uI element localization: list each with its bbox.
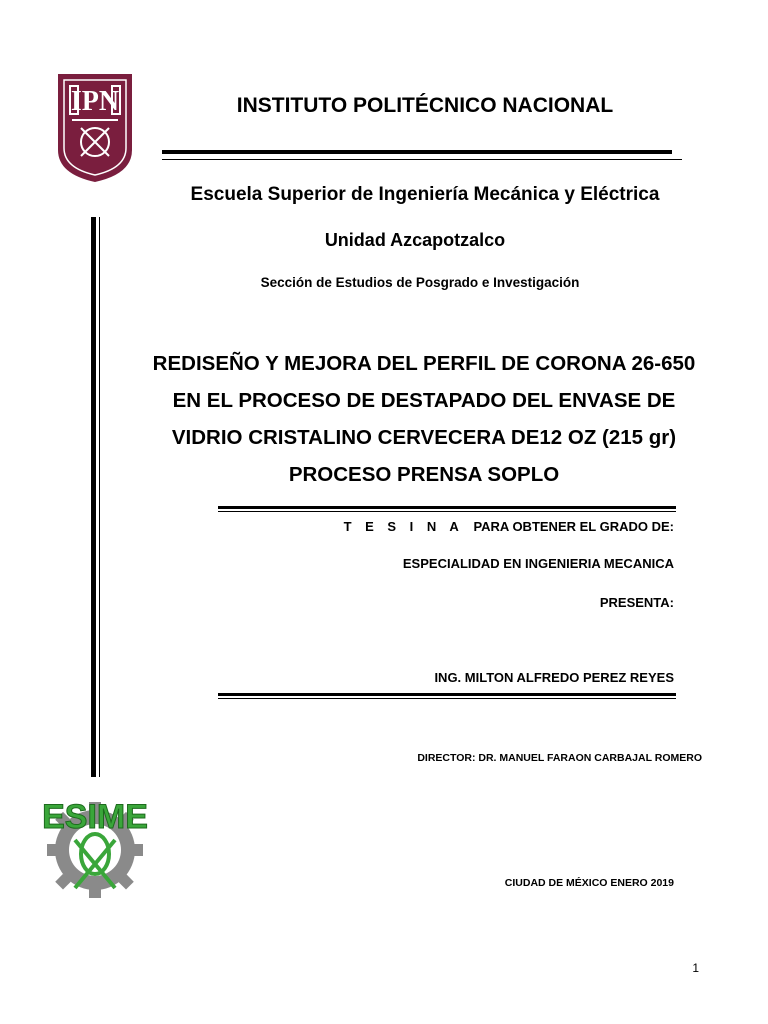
upper-rule-thin: [218, 511, 676, 512]
esime-logo: [28, 784, 162, 900]
city-date: CIUDAD DE MÉXICO ENERO 2019: [504, 877, 674, 889]
thesis-title-line: VIDRIO CRISTALINO CERVECERA DE12 OZ (215 gr): [171, 426, 677, 449]
thesis-title-line: PROCESO PRENSA SOPLO: [288, 463, 560, 486]
ipn-logo: [50, 68, 140, 184]
director: DIRECTOR: DR. MANUEL FARAON CARBAJAL ROMERO: [417, 752, 702, 764]
school-unit: Unidad Azcapotzalco: [324, 230, 506, 250]
degree-intro: PARA OBTENER EL GRADO DE:: [473, 519, 674, 534]
author-name: ING. MILTON ALFREDO PEREZ REYES: [434, 670, 674, 685]
thesis-title-line: REDISEÑO Y MEJORA DEL PERFIL DE CORONA 26-650: [152, 352, 696, 375]
specialty: ESPECIALIDAD EN INGENIERIA MECANICA: [402, 556, 674, 571]
header-rule-thick: [162, 150, 672, 154]
thesis-title: [110, 345, 738, 493]
header-rule-thin: [162, 159, 682, 160]
vertical-rule-thick: [91, 217, 96, 777]
lower-rule-thin: [218, 698, 676, 699]
degree-line: [344, 519, 674, 534]
presenta-label: PRESENTA:: [599, 595, 674, 610]
institution-title: INSTITUTO POLITÉCNICO NACIONAL: [236, 94, 614, 117]
upper-rule-thick: [218, 506, 676, 509]
esime-logo-text: ESIME: [42, 798, 148, 836]
school-name: Escuela Superior de Ingeniería Mecánica y Eléctrica: [190, 184, 660, 205]
vertical-rule-thin: [99, 217, 100, 777]
work-type: T E S I N A: [343, 519, 464, 534]
thesis-title-line: EN EL PROCESO DE DESTAPADO DEL ENVASE DE: [172, 389, 676, 412]
lower-rule-thick: [218, 693, 676, 696]
ipn-logo-text: IPN: [70, 86, 120, 117]
page-number: 1: [692, 961, 699, 975]
school-section: Sección de Estudios de Posgrado e Investigación: [260, 275, 580, 290]
